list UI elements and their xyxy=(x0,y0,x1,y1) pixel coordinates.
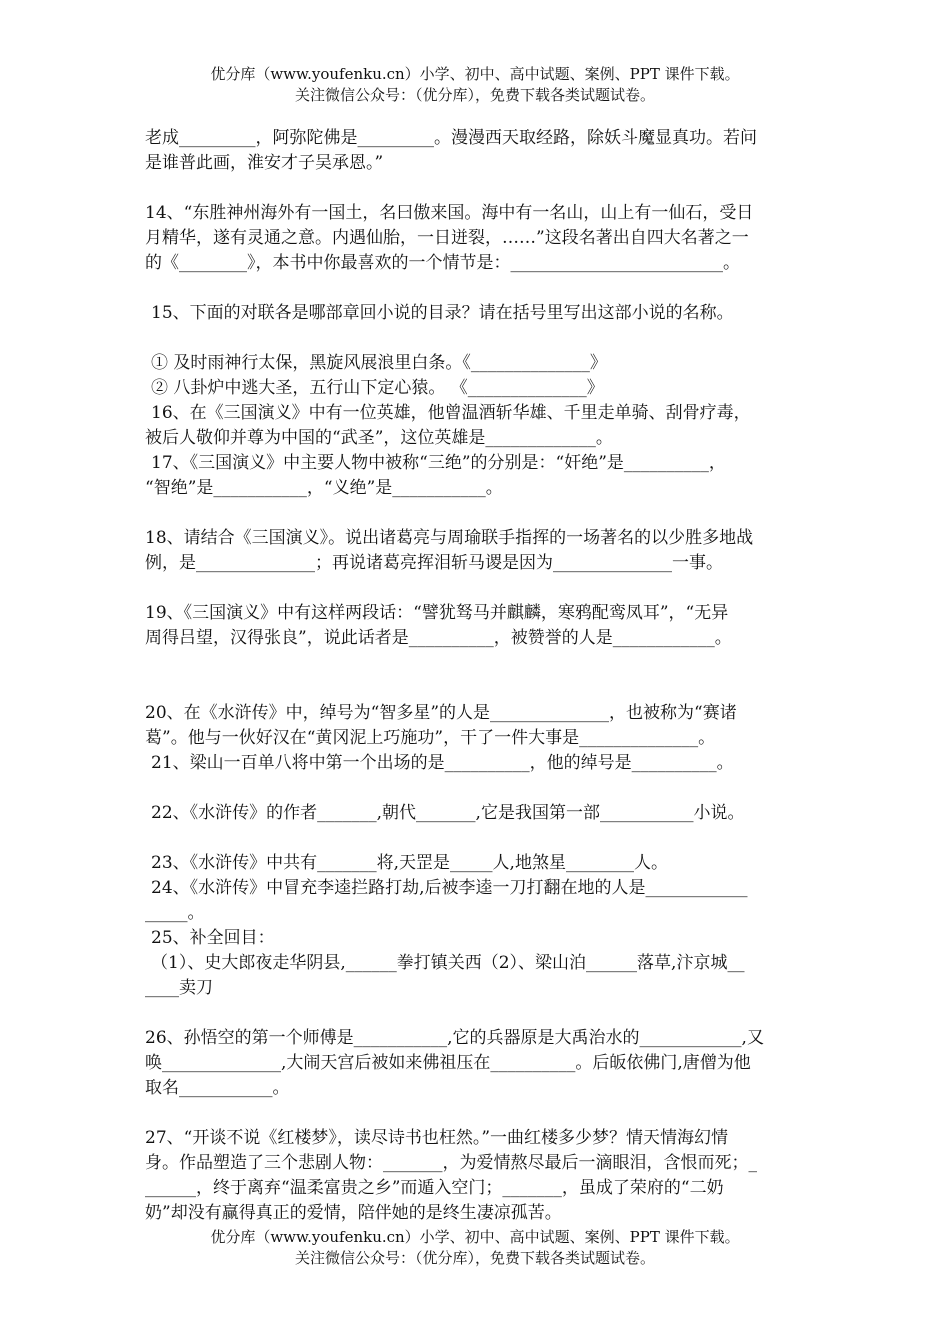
q13-tail-line-1: 老成_________，阿弥陀佛是_________。漫漫西天取经路，除妖斗魔显真功。若问 xyxy=(145,128,757,148)
q24-line-2: _____。 xyxy=(145,903,205,923)
page-footer xyxy=(0,1227,950,1269)
q14-line-1: 14、“东胜神州海外有一国土，名曰傲来国。海中有一名山，山上有一仙石，受日 xyxy=(145,203,754,223)
q23: 23、《水浒传》中共有_______将,天罡是_____人,地煞星________人。 xyxy=(151,853,668,873)
q27-line-4: 奶”却没有赢得真正的爱情，陪伴她的是终生凄凉孤苦。 xyxy=(145,1203,562,1223)
q15-item-a: ① 及时雨神行太保，黑旋风展浪里白条。《______________》 xyxy=(151,353,607,373)
q26-line-1: 26、孙悟空的第一个师傅是___________,它的兵器原是大禹治水的____________,又 xyxy=(145,1028,764,1048)
q22: 22、《水浒传》的作者_______,朝代_______,它是我国第一部___________小说。 xyxy=(151,803,745,823)
q19-line-1: 19、《三国演义》中有这样两段话：“譬犹驽马并麒麟，寒鸦配鸾凤耳”，“无异 xyxy=(145,603,729,623)
q20-line-2: 葛”。他与一伙好汉在“黄冈泥上巧施功”，干了一件大事是______________。 xyxy=(145,728,716,748)
q18-line-1: 18、请结合《三国演义》。说出诸葛亮与周瑜联手指挥的一场著名的以少胜多地战 xyxy=(145,528,754,548)
question-content xyxy=(145,126,825,1226)
header-line-2: 关注微信公众号：（优分库），免费下载各类试题试卷。 xyxy=(294,86,655,104)
footer-line-2: 关注微信公众号：（优分库），免费下载各类试题试卷。 xyxy=(294,1249,655,1267)
q24-line-1: 24、《水浒传》中冒充李逵拦路打劫,后被李逵一刀打翻在地的人是____________ xyxy=(151,878,748,898)
page-header xyxy=(0,64,950,106)
q25-line-2: （1）、史大郎夜走华阴县,______拳打镇关西（2）、梁山泊______落草,汴京城__ xyxy=(151,953,745,973)
q27-line-2: 身。作品塑造了三个悲剧人物：_______，为爱情熬尽最后一滴眼泪，含恨而死；_ xyxy=(145,1153,757,1173)
q21: 21、梁山一百单八将中第一个出场的是__________，他的绰号是__________。 xyxy=(151,753,734,773)
q16-line-1: 16、在《三国演义》中有一位英雄，他曾温酒斩华雄、千里走单骑、刮骨疗毒， xyxy=(151,403,751,423)
q27-line-3: ______，终于离弃“温柔富贵之乡”而遁入空门；_______，虽成了荣府的“二奶 xyxy=(145,1178,724,1198)
q26-line-2: 唤______________,大闹天宫后被如来佛祖压在__________。后皈依佛门,唐僧为他 xyxy=(145,1053,751,1073)
q19-line-2: 周得吕望，汉得张良”，说此话者是__________，被赞誉的人是____________。 xyxy=(145,628,732,648)
q25-line-3: ____卖刀 xyxy=(145,978,213,998)
q20-line-1: 20、在《水浒传》中，绰号为“智多星”的人是______________，也被称为“赛诸 xyxy=(145,703,737,723)
q26-line-3: 取名___________。 xyxy=(145,1078,290,1098)
q25-line-1: 25、补全回目： xyxy=(151,928,275,948)
q17-line-2: “智绝”是___________，“义绝”是___________。 xyxy=(145,478,503,498)
q16-line-2: 被后人敬仰并尊为中国的“武圣”，这位英雄是_____________。 xyxy=(145,428,613,448)
q17-line-1: 17、《三国演义》中主要人物中被称“三绝”的分别是：“奸绝”是__________， xyxy=(151,453,726,473)
q27-line-1: 27、“开谈不说《红楼梦》，读尽诗书也枉然。”一曲红楼多少梦？情天情海幻情 xyxy=(145,1128,729,1148)
footer-line-1: 优分库（www.youfenku.cn）小学、初中、高中试题、案例、PPT 课件下载。 xyxy=(210,1228,740,1246)
header-line-1: 优分库（www.youfenku.cn）小学、初中、高中试题、案例、PPT 课件下载。 xyxy=(210,65,740,83)
q14-line-3: 的《________》，本书中你最喜欢的一个情节是：_________________________。 xyxy=(145,253,740,273)
q13-tail-line-2: 是谁普此画，淮安才子吴承恩。” xyxy=(145,153,384,173)
q15-item-b: ② 八卦炉中逃大圣，五行山下定心猿。 《______________》 xyxy=(151,378,604,398)
q15: 15、下面的对联各是哪部章回小说的目录？请在括号里写出这部小说的名称。 xyxy=(151,303,734,323)
q18-line-2: 例，是______________；再说诸葛亮挥泪斩马谡是因为______________一事。 xyxy=(145,553,723,573)
q14-line-2: 月精华，遂有灵通之意。内遇仙胎，一日迸裂，……”这段名著出自四大名著之一 xyxy=(145,228,749,248)
